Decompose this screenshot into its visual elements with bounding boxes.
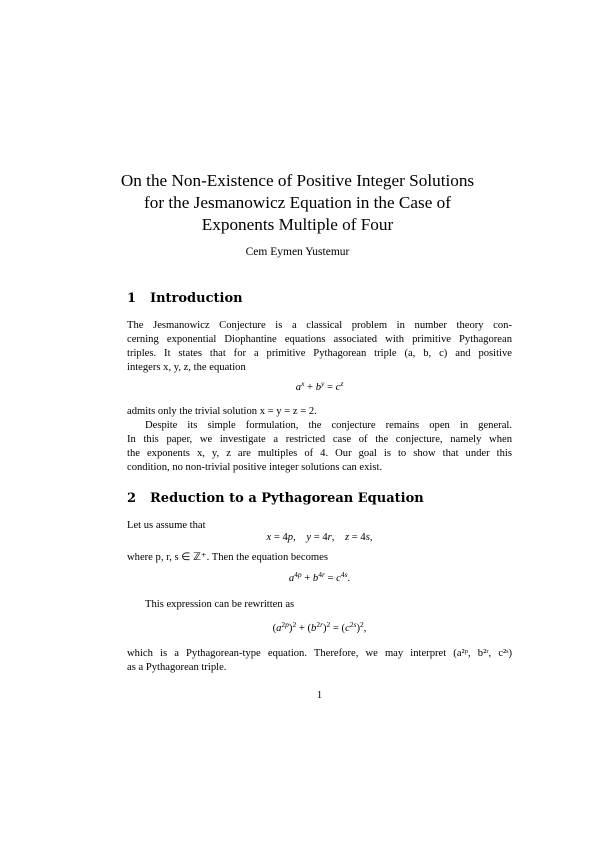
paragraph-line: In this paper, we investigate a restricted case of the conjecture, namely when [127,434,512,445]
paper-title [100,170,495,236]
section-number: 2 [127,491,137,506]
paragraph-line: cerning exponential Diophantine equations associated with primitive Pythagorean [127,334,512,345]
paragraph-line: condition, no non-trivial positive integer solutions can exist. [127,462,383,473]
section-number: 1 [127,291,137,306]
section-heading-introduction [127,291,243,306]
paragraph-line: Despite its simple formulation, the conjecture remains open in general. [145,420,512,431]
paragraph-line: Let us assume that [127,520,206,531]
section-title: Introduction [150,291,243,306]
paragraph-line: the exponents x, y, z are multiples of 4. Our goal is to show that under this [127,448,512,459]
equation-exponents: x = 4p, y = 4r, z = 4s, [266,532,373,543]
section-title: Reduction to a Pythagorean Equation [150,491,424,506]
paragraph-line: admits only the trivial solution x = y = z = 2. [127,406,317,417]
paragraph-line: where p, r, s ∈ ℤ⁺. Then the equation becomes [127,552,328,563]
equation-substituted: $a^{4p} + b^{4r} = c^{4s}$. [288,570,351,584]
paragraph-line: The Jesmanowicz Conjecture is a classical problem in number theory con- [127,320,512,331]
author-name: Cem Eymen Yustemur [245,246,350,258]
paragraph-line: triples. It states that for a primitive Pythagorean triple (a, b, c) and positive [127,348,512,359]
paragraph-line: which is a Pythagorean-type equation. Therefore, we may interpret (a²ᵖ, b²ʳ, c²ˢ) [127,648,512,659]
title-line: Exponents Multiple of Four [201,215,394,234]
paragraph-line: This expression can be rewritten as [145,599,295,610]
equation-jesmanowicz: $a^x + b^y = c^z$ [295,379,344,393]
paragraph-line: as a Pythagorean triple. [127,662,227,673]
paragraph-line: integers x, y, z, the equation [127,362,246,373]
title-line: for the Jesmanowicz Equation in the Case of [144,193,451,212]
section-heading-reduction [127,491,424,506]
page-number: 1 [316,690,323,701]
title-line: On the Non-Existence of Positive Integer Solutions [120,171,475,190]
equation-pythagorean: $(a^{2p})^2 + (b^{2r})^2 = (c^{2s})^2$, [272,620,367,634]
